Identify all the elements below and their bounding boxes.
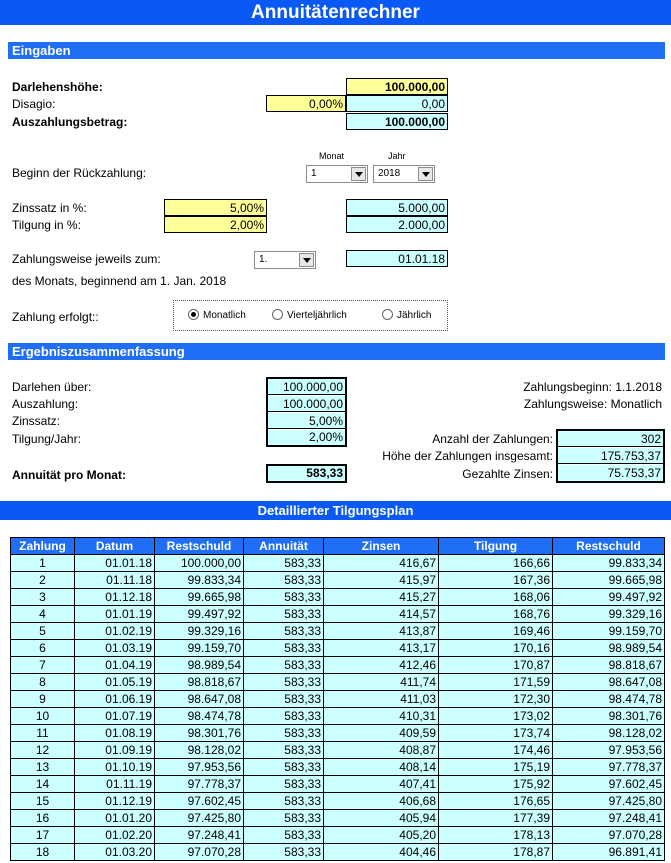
tilgung-value: 2.000,00	[346, 216, 448, 233]
chevron-down-icon[interactable]	[351, 167, 366, 181]
cell-restschuld-end: 98.647,08	[553, 674, 665, 691]
cell-annuitaet: 583,33	[244, 674, 324, 691]
cell-zahlung: 12	[11, 742, 75, 759]
anzahl-zahlungen-value: 302	[558, 431, 663, 447]
cell-restschuld-start: 98.647,08	[155, 691, 244, 708]
cell-zahlung: 5	[11, 623, 75, 640]
table-row	[11, 759, 665, 776]
cell-zahlung: 18	[11, 844, 75, 861]
cell-tilgung: 172,30	[439, 691, 553, 708]
zinssatz-value: 5.000,00	[346, 199, 448, 216]
cell-tilgung: 169,46	[439, 623, 553, 640]
cell-zinsen: 412,46	[324, 657, 439, 674]
table-row	[11, 589, 665, 606]
cell-tilgung: 167,36	[439, 572, 553, 589]
zahlungsdatum-value: 01.01.18	[346, 250, 448, 267]
zahlungsbeginn-text: Zahlungsbeginn: 1.1.2018	[523, 380, 662, 394]
cell-annuitaet: 583,33	[244, 572, 324, 589]
cell-restschuld-end: 98.474,78	[553, 691, 665, 708]
cell-annuitaet: 583,33	[244, 623, 324, 640]
radio-vierteljaehrlich[interactable]	[272, 309, 347, 321]
cell-restschuld-end: 96.891,41	[553, 844, 665, 861]
cell-datum: 01.11.18	[75, 572, 155, 589]
cell-zahlung: 2	[11, 572, 75, 589]
radio-vierteljaehrlich-label: Vierteljährlich	[287, 310, 347, 321]
annuitaet-label: Annuität pro Monat:	[12, 468, 126, 482]
cell-datum: 01.03.20	[75, 844, 155, 861]
cell-restschuld-start: 99.159,70	[155, 640, 244, 657]
cell-zinsen: 411,74	[324, 674, 439, 691]
anzahl-zahlungen-label: Anzahl der Zahlungen:	[432, 432, 553, 446]
cell-restschuld-start: 99.329,16	[155, 623, 244, 640]
radio-selected-icon[interactable]	[188, 309, 199, 320]
cell-datum: 01.01.20	[75, 810, 155, 827]
auszahlungsbetrag-label: Auszahlungsbetrag:	[12, 115, 128, 129]
column-header-restschuld-end: Restschuld	[553, 538, 665, 555]
table-row	[11, 674, 665, 691]
cell-restschuld-end: 98.818,67	[553, 657, 665, 674]
annuitaet-value: 583,33	[266, 464, 347, 483]
zahlungsrhythmus-radio-group	[173, 300, 448, 331]
cell-zinsen: 407,41	[324, 776, 439, 793]
des-monats-text: des Monats, beginnend am 1. Jan. 2018	[12, 274, 227, 288]
cell-datum: 01.02.19	[75, 623, 155, 640]
zahlungstag-dropdown-value: 1.	[259, 254, 268, 265]
cell-annuitaet: 583,33	[244, 640, 324, 657]
zahlung-erfolgt-label: Zahlung erfolgt::	[12, 310, 99, 324]
cell-annuitaet: 583,33	[244, 691, 324, 708]
cell-restschuld-end: 99.159,70	[553, 623, 665, 640]
cell-zinsen: 404,46	[324, 844, 439, 861]
cell-restschuld-start: 98.989,54	[155, 657, 244, 674]
cell-annuitaet: 583,33	[244, 657, 324, 674]
column-header-zahlung: Zahlung	[11, 538, 75, 555]
cell-datum: 01.03.19	[75, 640, 155, 657]
cell-zahlung: 3	[11, 589, 75, 606]
cell-restschuld-start: 97.248,41	[155, 827, 244, 844]
cell-zahlung: 4	[11, 606, 75, 623]
zinssatz-percent-input[interactable]: 5,00%	[164, 199, 267, 216]
table-row	[11, 657, 665, 674]
table-row	[11, 793, 665, 810]
cell-annuitaet: 583,33	[244, 810, 324, 827]
cell-zinsen: 413,87	[324, 623, 439, 640]
radio-monatlich[interactable]	[188, 309, 246, 321]
cell-tilgung: 168,76	[439, 606, 553, 623]
summary-tilgung-value: 2,00%	[268, 430, 345, 445]
cell-zinsen: 415,27	[324, 589, 439, 606]
cell-datum: 01.12.19	[75, 793, 155, 810]
section-header-eingaben: Eingaben	[8, 42, 665, 59]
table-row	[11, 640, 665, 657]
beginn-rueckzahlung-label: Beginn der Rückzahlung:	[12, 166, 147, 180]
chevron-down-icon[interactable]	[418, 167, 433, 181]
cell-zahlung: 17	[11, 827, 75, 844]
cell-tilgung: 174,46	[439, 742, 553, 759]
cell-restschuld-start: 97.602,45	[155, 793, 244, 810]
cell-restschuld-start: 98.128,02	[155, 742, 244, 759]
cell-restschuld-end: 98.989,54	[553, 640, 665, 657]
table-row	[11, 827, 665, 844]
cell-annuitaet: 583,33	[244, 725, 324, 742]
cell-zinsen: 415,97	[324, 572, 439, 589]
cell-restschuld-end: 99.833,34	[553, 555, 665, 572]
cell-zahlung: 11	[11, 725, 75, 742]
cell-tilgung: 173,02	[439, 708, 553, 725]
table-row	[11, 708, 665, 725]
cell-tilgung: 176,65	[439, 793, 553, 810]
table-row	[11, 844, 665, 861]
cell-tilgung: 178,87	[439, 844, 553, 861]
cell-datum: 01.09.19	[75, 742, 155, 759]
cell-zahlung: 6	[11, 640, 75, 657]
cell-zahlung: 9	[11, 691, 75, 708]
column-header-datum: Datum	[75, 538, 155, 555]
cell-annuitaet: 583,33	[244, 606, 324, 623]
zahlungsweise-text: Zahlungsweise: Monatlich	[523, 397, 662, 411]
section-header-tilgungsplan: Detaillierter Tilgungsplan	[0, 501, 671, 520]
cell-tilgung: 177,39	[439, 810, 553, 827]
column-header-restschuld-start: Restschuld	[155, 538, 244, 555]
cell-tilgung: 171,59	[439, 674, 553, 691]
cell-zahlung: 13	[11, 759, 75, 776]
cell-datum: 01.10.19	[75, 759, 155, 776]
cell-datum: 01.02.20	[75, 827, 155, 844]
cell-zahlung: 16	[11, 810, 75, 827]
cell-restschuld-end: 97.778,37	[553, 759, 665, 776]
cell-datum: 01.05.19	[75, 674, 155, 691]
cell-annuitaet: 583,33	[244, 793, 324, 810]
cell-zinsen: 406,68	[324, 793, 439, 810]
cell-restschuld-end: 98.128,02	[553, 725, 665, 742]
cell-restschuld-end: 97.070,28	[553, 827, 665, 844]
cell-zahlung: 8	[11, 674, 75, 691]
darlehenshoehe-label: Darlehenshöhe:	[12, 80, 103, 94]
cell-restschuld-end: 97.248,41	[553, 810, 665, 827]
hoehe-zahlungen-value: 175.753,37	[558, 448, 663, 464]
cell-datum: 01.01.19	[75, 606, 155, 623]
cell-annuitaet: 583,33	[244, 827, 324, 844]
cell-zahlung: 7	[11, 657, 75, 674]
cell-annuitaet: 583,33	[244, 742, 324, 759]
cell-tilgung: 168,06	[439, 589, 553, 606]
cell-datum: 01.01.18	[75, 555, 155, 572]
cell-annuitaet: 583,33	[244, 844, 324, 861]
monat-header: Monat	[319, 151, 345, 161]
zahlungsweise-label: Zahlungsweise jeweils zum:	[12, 252, 161, 266]
jahr-header: Jahr	[388, 151, 406, 161]
cell-annuitaet: 583,33	[244, 759, 324, 776]
cell-restschuld-end: 99.497,92	[553, 589, 665, 606]
cell-zinsen: 408,14	[324, 759, 439, 776]
column-header-annuitaet: Annuität	[244, 538, 324, 555]
cell-tilgung: 166,66	[439, 555, 553, 572]
zahlungstag-dropdown[interactable]	[254, 251, 316, 269]
cell-tilgung: 170,16	[439, 640, 553, 657]
cell-datum: 01.04.19	[75, 657, 155, 674]
table-row	[11, 691, 665, 708]
cell-zahlung: 15	[11, 793, 75, 810]
cell-zinsen: 409,59	[324, 725, 439, 742]
darlehen-label: Darlehen über:	[12, 380, 92, 394]
cell-restschuld-start: 97.953,56	[155, 759, 244, 776]
disagio-label: Disagio:	[12, 97, 56, 111]
cell-tilgung: 178,13	[439, 827, 553, 844]
summary-zinssatz-value: 5,00%	[268, 413, 345, 429]
darlehen-value: 100.000,00	[268, 379, 345, 395]
cell-datum: 01.11.19	[75, 776, 155, 793]
cell-annuitaet: 583,33	[244, 776, 324, 793]
table-row	[11, 742, 665, 759]
cell-datum: 01.08.19	[75, 725, 155, 742]
cell-tilgung: 173,74	[439, 725, 553, 742]
cell-restschuld-end: 97.602,45	[553, 776, 665, 793]
cell-restschuld-end: 97.953,56	[553, 742, 665, 759]
cell-restschuld-start: 99.665,98	[155, 589, 244, 606]
monat-dropdown-value: 1	[311, 168, 317, 179]
table-row	[11, 776, 665, 793]
cell-restschuld-start: 97.070,28	[155, 844, 244, 861]
gezahlte-zinsen-label: Gezahlte Zinsen:	[462, 467, 553, 481]
cell-zinsen: 416,67	[324, 555, 439, 572]
cell-zinsen: 411,03	[324, 691, 439, 708]
jahr-dropdown-value: 2018	[378, 168, 401, 179]
cell-zinsen: 408,87	[324, 742, 439, 759]
summary-values-box	[266, 377, 347, 447]
table-header-row	[11, 538, 665, 555]
cell-tilgung: 175,92	[439, 776, 553, 793]
column-header-tilgung: Tilgung	[439, 538, 553, 555]
cell-datum: 01.06.19	[75, 691, 155, 708]
disagio-value: 0,00	[346, 95, 448, 112]
auszahlung-value: 100.000,00	[268, 396, 345, 412]
radio-monatlich-label: Monatlich	[203, 310, 246, 321]
table-row	[11, 555, 665, 572]
cell-restschuld-end: 97.425,80	[553, 793, 665, 810]
cell-restschuld-start: 97.778,37	[155, 776, 244, 793]
disagio-percent-input[interactable]: 0,00%	[266, 95, 346, 112]
table-row	[11, 572, 665, 589]
tilgungsplan-table	[10, 537, 665, 861]
cell-restschuld-start: 98.474,78	[155, 708, 244, 725]
cell-annuitaet: 583,33	[244, 555, 324, 572]
app-title: Annuitätenrechner	[0, 0, 671, 25]
table-row	[11, 623, 665, 640]
cell-annuitaet: 583,33	[244, 708, 324, 725]
cell-restschuld-end: 98.301,76	[553, 708, 665, 725]
cell-restschuld-start: 97.425,80	[155, 810, 244, 827]
table-row	[11, 606, 665, 623]
radio-unselected-icon[interactable]	[272, 309, 283, 320]
radio-unselected-icon[interactable]	[382, 309, 393, 320]
monat-dropdown[interactable]	[306, 165, 368, 183]
cell-restschuld-start: 100.000,00	[155, 555, 244, 572]
section-header-ergebnis: Ergebniszusammenfassung	[8, 343, 665, 360]
cell-zahlung: 14	[11, 776, 75, 793]
radio-jaehrlich-label: Jährlich	[397, 310, 432, 321]
hoehe-zahlungen-label: Höhe der Zahlungen insgesamt:	[382, 449, 553, 463]
cell-zinsen: 405,20	[324, 827, 439, 844]
cell-annuitaet: 583,33	[244, 589, 324, 606]
cell-restschuld-start: 99.497,92	[155, 606, 244, 623]
cell-datum: 01.12.18	[75, 589, 155, 606]
cell-zinsen: 413,17	[324, 640, 439, 657]
jahr-dropdown[interactable]	[373, 165, 435, 183]
zinssatz-label: Zinssatz in %:	[12, 201, 87, 215]
table-row	[11, 725, 665, 742]
cell-restschuld-start: 98.818,67	[155, 674, 244, 691]
cell-tilgung: 175,19	[439, 759, 553, 776]
chevron-down-icon[interactable]	[299, 253, 314, 267]
tilgung-label: Tilgung in %:	[12, 218, 81, 232]
cell-zahlung: 1	[11, 555, 75, 572]
cell-zinsen: 414,57	[324, 606, 439, 623]
radio-jaehrlich[interactable]	[382, 309, 431, 321]
cell-zinsen: 410,31	[324, 708, 439, 725]
cell-restschuld-end: 99.329,16	[553, 606, 665, 623]
tilgung-percent-input[interactable]: 2,00%	[164, 216, 267, 233]
auszahlung-label: Auszahlung:	[12, 397, 79, 411]
cell-restschuld-start: 98.301,76	[155, 725, 244, 742]
cell-tilgung: 170,87	[439, 657, 553, 674]
cell-zinsen: 405,94	[324, 810, 439, 827]
auszahlungsbetrag-value: 100.000,00	[346, 113, 448, 130]
summary-tilgung-label: Tilgung/Jahr:	[12, 432, 81, 446]
cell-restschuld-start: 99.833,34	[155, 572, 244, 589]
table-row	[11, 810, 665, 827]
column-header-zinsen: Zinsen	[324, 538, 439, 555]
darlehenshoehe-input[interactable]: 100.000,00	[346, 78, 448, 95]
summary-zinssatz-label: Zinssatz:	[12, 414, 61, 428]
gezahlte-zinsen-value: 75.753,37	[558, 465, 663, 481]
summary-totals-box	[556, 429, 665, 483]
cell-zahlung: 10	[11, 708, 75, 725]
cell-restschuld-end: 99.665,98	[553, 572, 665, 589]
cell-datum: 01.07.19	[75, 708, 155, 725]
